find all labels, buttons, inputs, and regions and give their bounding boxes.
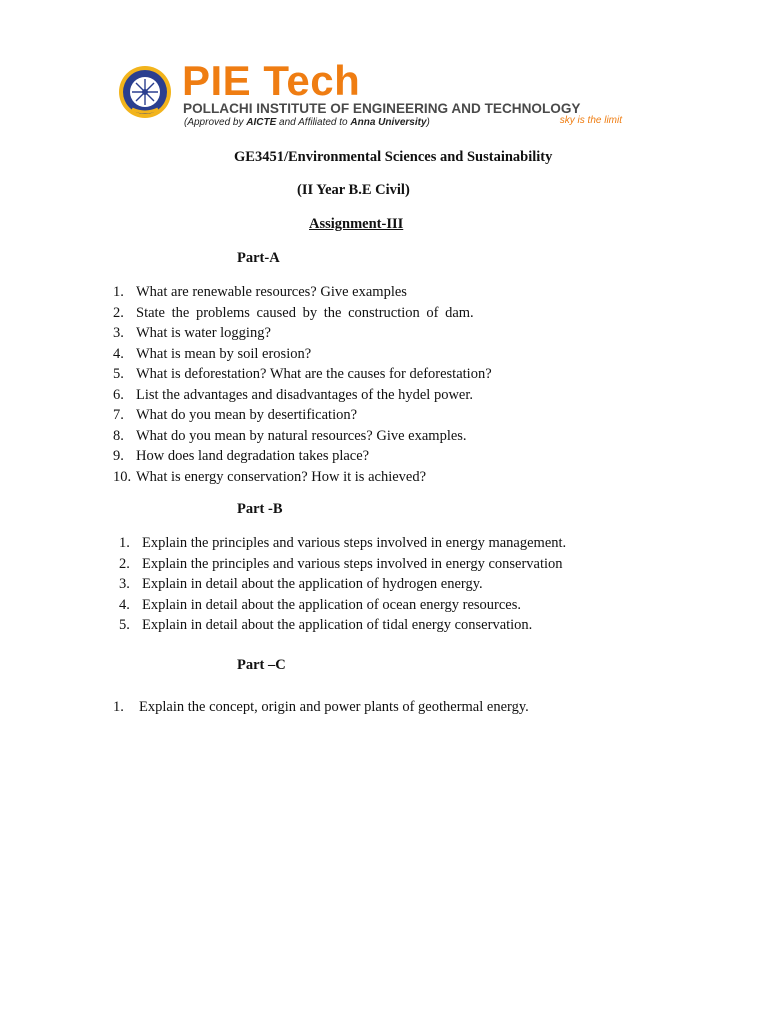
question-item [119,615,679,636]
question-text: Explain the principles and various steps involved in energy conservation [142,555,563,572]
question-number: 2. [119,555,130,572]
question-number: 7. [113,407,124,423]
question-item [119,533,679,554]
question-item [113,467,673,488]
question-text: What is deforestation? What are the causes for deforestation? [136,366,492,382]
question-number: 3. [113,325,124,341]
part-b-question-list [119,533,679,636]
question-text: List the advantages and disadvantages of the hydel power. [136,386,474,403]
question-item [119,595,679,616]
question-number: 1. [119,535,130,551]
question-number: 3. [119,576,130,592]
question-item [113,426,673,447]
question-item [113,303,673,324]
question-number: 2. [113,304,124,321]
question-text: What is mean by soil erosion? [136,345,312,362]
question-number: 4. [113,345,124,362]
question-item [113,697,673,718]
question-text: What are renewable resources? Give examples [136,284,407,300]
question-number: 5. [113,366,124,382]
question-text: How does land degradation takes place? [136,448,370,464]
tagline: sky is the limit [559,115,622,126]
question-text: What do you mean by natural resources? Give examples. [136,427,467,444]
college-seal-icon [118,65,172,119]
part-a-question-list [113,282,673,487]
part-c-question-list [113,697,673,718]
question-number: 1. [113,284,124,300]
question-number: 5. [119,617,130,633]
approval-suffix: ) [426,117,430,128]
question-text: Explain the concept, origin and power plants of geothermal energy. [139,699,529,715]
question-text: Explain the principles and various steps involved in energy management. [142,535,567,551]
question-item [119,554,679,575]
question-text: Explain in detail about the application of ocean energy resources. [142,596,522,613]
question-number: 6. [113,386,124,403]
course-title: GE3451/Environmental Sciences and Sustainability [234,149,553,165]
question-item [113,282,673,303]
year-line: (II Year B.E Civil) [297,182,410,198]
question-text: What do you mean by desertification? [136,407,358,423]
part-b-heading: Part -B [237,501,283,517]
approval-line [184,117,430,129]
brand-name: PIE Tech [182,57,361,104]
approval-prefix: (Approved by [184,117,247,128]
approval-mid: and Affiliated to [276,117,351,128]
question-item [113,385,673,406]
question-text: What is water logging? [136,325,271,341]
question-number: 9. [113,448,124,464]
letterhead [110,57,680,137]
approval-body-university: Anna University [350,117,427,128]
question-text: State the problems caused by the construction of dam. [136,304,474,321]
question-item [119,574,679,595]
approval-body-aicte: AICTE [246,117,277,128]
question-number: 1. [113,699,124,715]
question-text: Explain in detail about the application of hydrogen energy. [142,576,483,592]
question-item [113,364,673,385]
question-item [113,446,673,467]
question-text: What is energy conservation? How it is achieved? [136,468,427,485]
question-item [113,344,673,365]
question-number: 8. [113,427,124,444]
question-item [113,405,673,426]
question-number: 4. [119,596,130,613]
question-number: 10. [113,468,132,485]
institute-name: POLLACHI INSTITUTE OF ENGINEERING AND TECHNOLOGY [183,101,581,116]
assignment-title: Assignment-III [309,216,404,232]
question-text: Explain in detail about the application of tidal energy conservation. [142,617,533,633]
part-a-heading: Part-A [237,250,280,266]
part-c-heading: Part –C [237,657,286,673]
question-item [113,323,673,344]
